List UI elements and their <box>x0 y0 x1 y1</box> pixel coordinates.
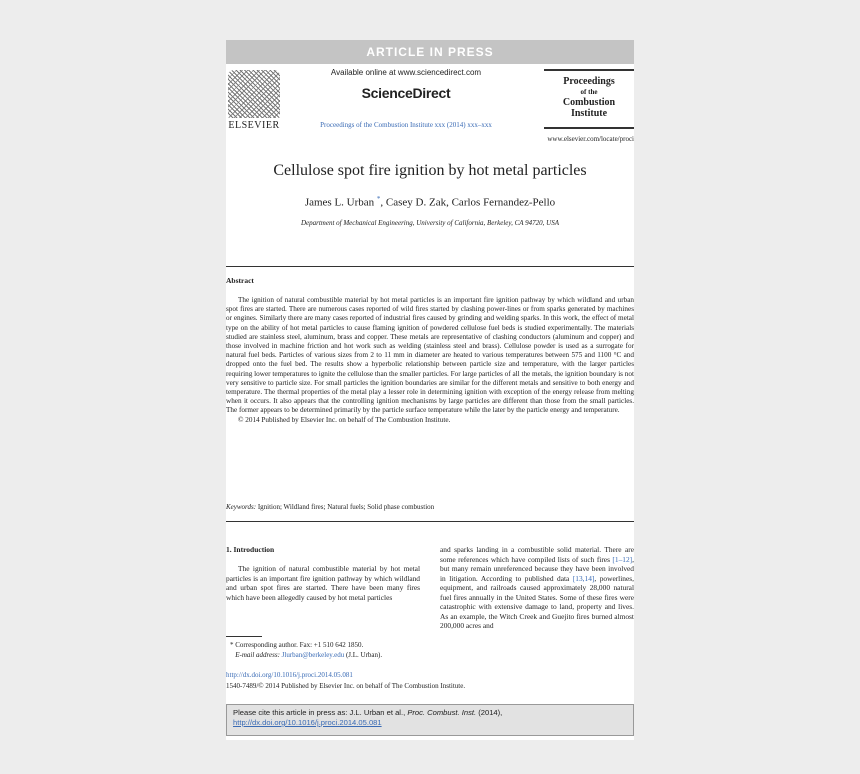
corresponding-author-note: * Corresponding author. Fax: +1 510 642 1850. <box>230 641 364 649</box>
cite-prefix: Please cite this article in press as: J.L. Urban et al., <box>233 708 408 717</box>
intro-right-column <box>440 545 634 631</box>
article-title: Cellulose spot fire ignition by hot metal particles <box>273 162 587 179</box>
footnote <box>230 640 424 660</box>
other-authors: , Casey D. Zak, Carlos Fernandez-Pello <box>380 196 556 209</box>
proceedings-line-1: Proceedings <box>563 76 615 87</box>
corresponding-author-mark[interactable]: * <box>376 195 381 203</box>
intro-paragraph-right <box>440 545 634 631</box>
citation-link[interactable]: [13,14] <box>572 573 595 583</box>
sciencedirect-logo: ScienceDirect <box>361 85 451 101</box>
elsevier-tree-icon <box>228 70 280 118</box>
intro-left-column <box>226 564 420 602</box>
abstract-heading: Abstract <box>226 276 254 285</box>
article-in-press-banner: ARTICLE IN PRESS <box>226 40 634 64</box>
intro-paragraph-left: The ignition of natural combustible material by hot metal particles is an important fire ignition pathway by which wildland and urban spot fires are started. There have been many fires which have been allegedly caused by hot metal particles <box>226 564 420 602</box>
email-label: E-mail address: <box>235 651 280 659</box>
keywords-label: Keywords: <box>226 503 257 511</box>
intro-text-2: , but many remain unreferenced because they have been involved in litigation. According to published data <box>440 554 634 583</box>
journal-url[interactable]: www.elsevier.com/locate/proci <box>547 135 634 143</box>
cite-this-article-box <box>226 704 634 736</box>
abstract-top-rule <box>226 266 634 267</box>
abstract-body <box>226 296 634 425</box>
article-page <box>226 40 634 740</box>
available-online-text: Available online at www.sciencedirect.com <box>330 68 482 77</box>
author-list <box>226 195 634 209</box>
proceedings-line-4: Institute <box>570 108 608 119</box>
doi-link[interactable]: http://dx.doi.org/10.1016/j.proci.2014.05.081 <box>226 671 353 679</box>
keywords-bottom-rule <box>226 521 634 522</box>
intro-text-1: and sparks landing in a combustible solid material. There are some references which have compiled lists of such fires <box>440 545 634 564</box>
elsevier-logo <box>226 70 282 132</box>
elsevier-wordmark: ELSEVIER <box>228 120 280 131</box>
cite-year: (2014), <box>476 708 503 717</box>
keywords-values: Ignition; Wildland fires; Natural fuels; Solid phase combustion <box>257 503 435 511</box>
author-urban: James L. Urban <box>304 196 375 209</box>
proceedings-logo <box>544 69 634 129</box>
keywords-line <box>226 503 434 511</box>
abstract-paragraph: The ignition of natural combustible material by hot metal particles is an important fire ignition pathway by which wildland and urban spot fires are started. There are numerous cases reported of wild fires started by clashing power-lines or from sparks generated by machines or engines. Similarly there are many cases reported of industrial fires caused by grinding and welding sparks. In this work, the effect of metal type on the ability of hot metal particles to cause flaming ignition of powdered cellulose fuel beds is studied experimentally. The materials studied are stainless steel, aluminum, brass and copper. These metals are representative of clashing conductors (aluminum and copper) and those involved in machine friction and hot work such as welding (stainless steel and brass). Cellulose powder is used as a surrogate for natural fuel beds. Particles of various sizes from 2 to 11 mm in diameter are heated to various temperatures between 575 and 1100 °C and dropped onto the fuel bed. The results show a hyperbolic relationship between particle size and temperature, with the larger particles requiring lower temperatures to ignite the cellulose than the smaller particles. For large particles of all the metals, the ignition boundary is not very sensitive to particle size. For small particles the ignition boundaries are similar for the different metals and sensitive to both energy and temperature. The thermal properties of the metal play a lesser role in determining ignition with exception of the energy release from melting when it occurs. It also appears that the controlling ignition mechanisms by large particles are different than those from the small particles. The former appears to be determined primarily by the particle surface temperature while the later by the particle energy and temperature. <box>226 296 634 415</box>
intro-text-3: , powerlines, equipment, and railroads caused approximately 28,000 natural fuel fires annually in the United States. Some of these fires were catastrophic with extensive damage to land, property and lives. As an example, the Witch Creek and Guejito fires burned almost 200,000 acres and <box>440 573 634 630</box>
citation-link[interactable]: [1–12] <box>612 554 633 564</box>
proceedings-line-3: Combustion <box>562 96 616 108</box>
introduction-heading: 1. Introduction <box>226 545 275 554</box>
email-link[interactable]: Jlurban@berkeley.edu <box>281 651 345 659</box>
journal-citation-line[interactable]: Proceedings of the Combustion Institute xxx (2014) xxx–xxx <box>320 121 492 129</box>
footnote-rule <box>226 636 262 637</box>
cite-journal: Proc. Combust. Inst. <box>407 708 477 717</box>
cite-doi-link[interactable]: http://dx.doi.org/10.1016/j.proci.2014.05.081 <box>233 718 382 727</box>
proceedings-line-2: of the <box>580 87 598 96</box>
email-suffix: (J.L. Urban). <box>344 651 383 659</box>
affiliation: Department of Mechanical Engineering, University of California, Berkeley, CA 94720, USA <box>300 219 560 227</box>
issn-line: 1540-7489/© 2014 Published by Elsevier Inc. on behalf of The Combustion Institute. <box>226 682 466 690</box>
email-note <box>230 650 424 660</box>
abstract-copyright: © 2014 Published by Elsevier Inc. on behalf of The Combustion Institute. <box>238 415 451 424</box>
